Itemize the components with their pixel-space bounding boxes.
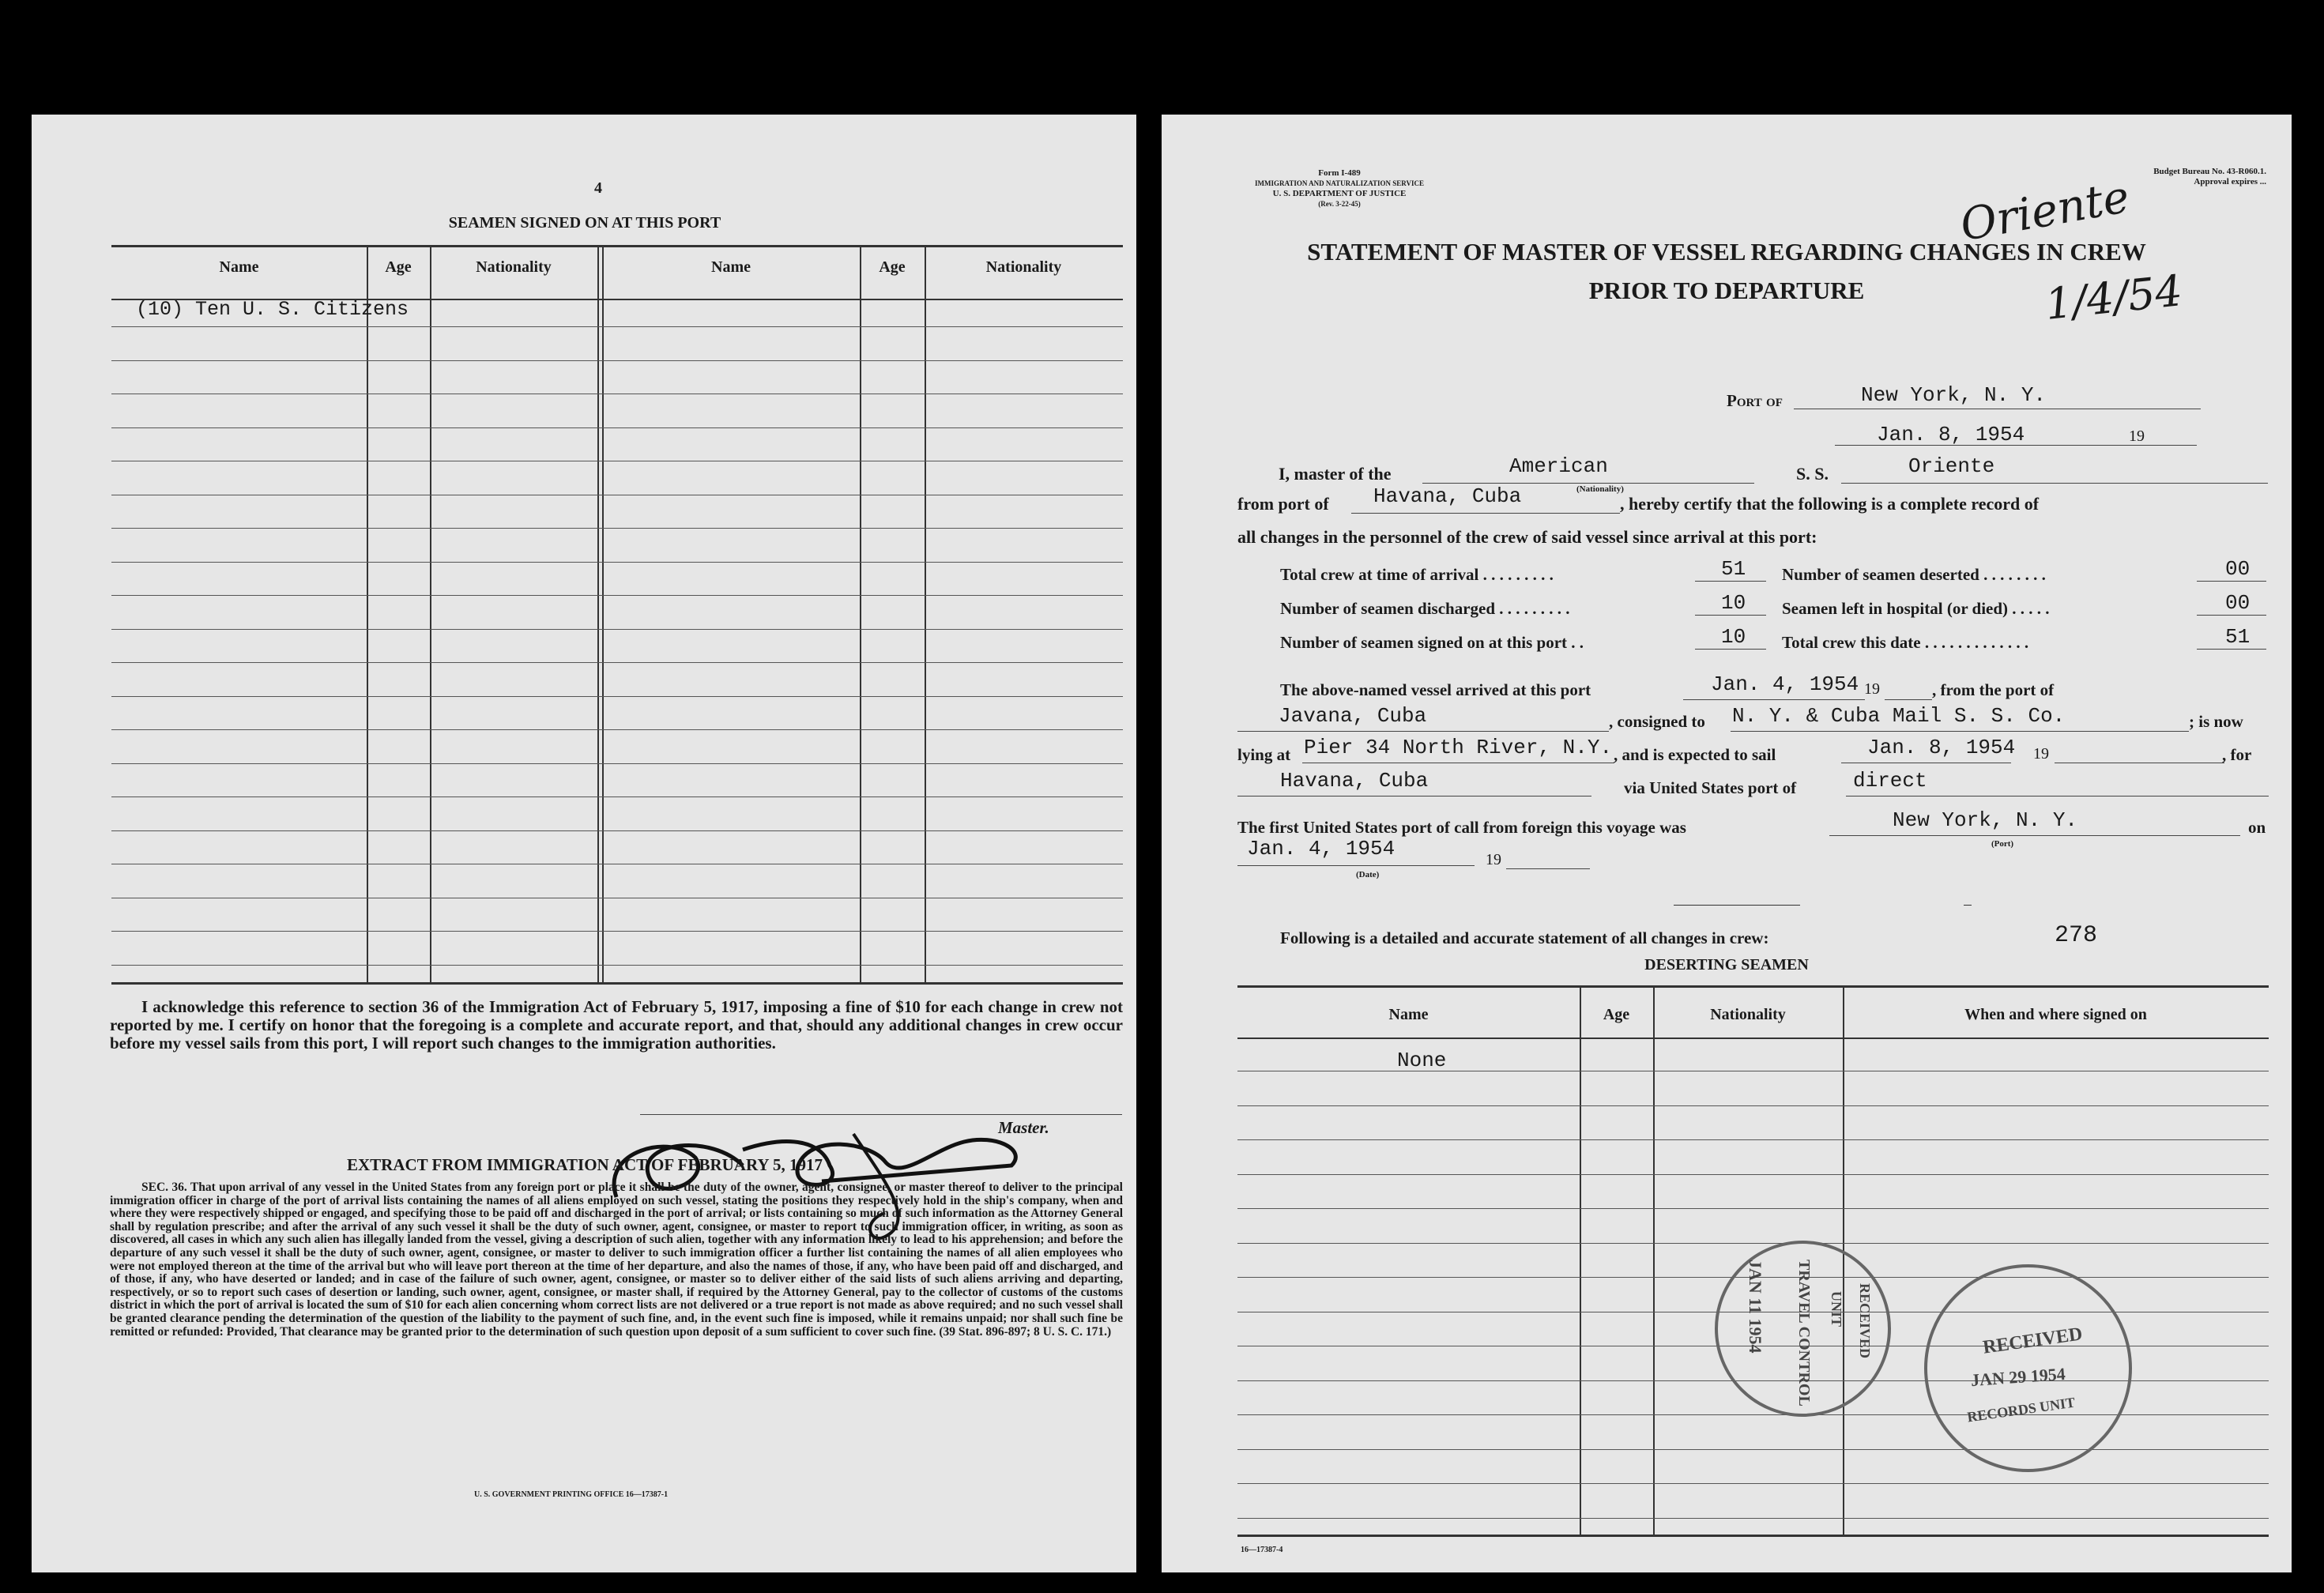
year-underline — [1885, 699, 1932, 700]
nationality-caption: (Nationality) — [1576, 484, 1624, 494]
stat-label-signed-on: Number of seamen signed on at this port . . — [1280, 633, 1584, 652]
left-page — [32, 115, 1136, 1572]
table-row-line — [111, 326, 1123, 327]
table-row-line — [111, 629, 1123, 630]
table-row-line — [1237, 1208, 2269, 1209]
column-header-age: Age — [879, 258, 906, 276]
column-header-nationality: Nationality — [476, 258, 552, 276]
section-36-text: SEC. 36. That upon arrival of any vessel in the United States from any foreign port or place it shall be the duty of the owner, agent, consignee, or master thereof to deliver to the principal immigration officer in charge of the port of arrival lists containing the names of all aliens employed on such vessel, stating the positions they respectively hold in the ship's company, when and where they were respectively shipped or engaged, and specifying those to be paid off and discharged in the port of arrival; or lists containing so much of such information as the Attorney General shall by regulation prescribe; and after the arrival of any such vessel it shall be the duty of such owner, agent, consignee, or master to report to such immigration officer, in writing, as soon as discovered, all cases in which any such alien has illegally landed from the vessel, giving a description of such alien, together with any information likely to lead to his apprehension; and before the departure of any such vessel it shall be the duty of such owner, agent, consignee, or master to deliver to such immigration officer a further list containing the names of all alien employees who were not employed thereon at the time of the arrival but who will leave port thereon at the time of her departure, and also the names of those, if any, who have been paid off and discharged, and of those, if any, who have deserted or landed; and in case of the failure of such owner, agent, consignee, or master so to deliver either of the said lists of such aliens arriving and departing, respectively, or so to report such cases of desertion or landing, such owner, agent, consignee, or master shall, if required by the Attorney General, pay to the collector of customs of the customs district in which the port of arrival is located the sum of $10 for each alien concerning whom correct lists are not delivered or a true report is not made as above required; and no such vessel shall be granted clearance pending the determination of the question of the liability to the payment of such fine, and, in the event such fine is imposed, while it remains unpaid; nor shall such fine be remitted or refunded: Provided, That clearance may be granted prior to the determination of such question upon deposit of a sum sufficient to cover such fine. (39 Stat. 896-897; 8 U. S. C. 171.) — [110, 1181, 1123, 1339]
certify-text: , hereby certify that the following is a complete record of — [1620, 494, 2040, 514]
table-row-line — [111, 830, 1123, 831]
stat-value-total-date: 51 — [2225, 625, 2251, 649]
form-title-line2: PRIOR TO DEPARTURE — [1588, 277, 1865, 304]
stamp-unit-name: TRAVEL CONTROL — [1795, 1260, 1813, 1407]
sail-year-prefix: 19 — [2033, 745, 2049, 763]
column-header-nationality: Nationality — [1710, 1006, 1786, 1023]
stat-value-hospital: 00 — [2225, 591, 2251, 615]
table-row-line — [1237, 1139, 2269, 1140]
acknowledgment-text: I acknowledge this reference to section 36 of the Immigration Act of February 5, 1917, imposing a fine of $10 for each change in crew not reported by me. I certify on honor that the foregoing is a complete and accurate report, and that, should any additional changes in crew occur before my vessel sails from this port, I will report such changes to the immigration authorities. — [110, 997, 1123, 1053]
column-divider — [925, 245, 926, 984]
department-name: U. S. DEPARTMENT OF JUSTICE — [1272, 189, 1407, 198]
table-row-line — [111, 662, 1123, 663]
stamp-unit: UNIT — [1829, 1291, 1844, 1328]
sail-value: Jan. 8, 1954 — [1867, 736, 2016, 759]
arrived-from-underline — [1237, 731, 1609, 732]
ss-label: S. S. — [1796, 464, 1829, 484]
column-divider — [602, 245, 604, 984]
year-underline — [1506, 868, 1590, 869]
first-date-underline — [1237, 865, 1475, 866]
table-row-line — [111, 427, 1123, 428]
table-row-line — [111, 528, 1123, 529]
from-port-underline — [1351, 513, 1620, 514]
deserting-row-name: None — [1397, 1049, 1447, 1072]
lying-label: lying at — [1237, 745, 1291, 764]
stat-label-total-arrival: Total crew at time of arrival . . . . . . . . . — [1280, 565, 1554, 584]
handwritten-vessel-name: Oriente — [1956, 171, 2134, 252]
nationality-value: American — [1509, 454, 1608, 478]
stat-underline — [1695, 615, 1766, 616]
column-header-name: Name — [711, 258, 751, 276]
travel-control-stamp — [1715, 1241, 1891, 1417]
is-now-label: ; is now — [2189, 712, 2243, 731]
first-date-year-prefix: 19 — [1486, 851, 1501, 868]
stat-value-signed-on: 10 — [1721, 625, 1746, 649]
port-caption: (Port) — [1991, 839, 2014, 849]
table-row-line — [111, 965, 1123, 966]
footer-code: 16—17387-4 — [1241, 1546, 1283, 1554]
stat-underline — [1695, 581, 1766, 582]
stat-label-deserted: Number of seamen deserted . . . . . . . . — [1782, 565, 2046, 584]
table-row-line — [1237, 1483, 2269, 1484]
deserting-table-top — [1237, 985, 2269, 988]
vessel-value: Oriente — [1908, 454, 1995, 478]
extract-title: EXTRACT FROM IMMIGRATION ACT OF FEBRUARY 5, 1917 — [346, 1155, 823, 1174]
table-row-line — [111, 696, 1123, 697]
stamp-date: JAN 11 1954 — [1746, 1260, 1765, 1354]
lying-value: Pier 34 North River, N.Y. — [1304, 736, 1613, 759]
for-label: , for — [2222, 745, 2252, 764]
table-row-line — [111, 595, 1123, 596]
section-title: SEAMEN SIGNED ON AT THIS PORT — [448, 214, 721, 232]
date-caption: (Date) — [1356, 870, 1380, 879]
master-label: Master. — [998, 1118, 1049, 1137]
master-prefix: I, master of the — [1279, 464, 1392, 484]
column-divider — [367, 245, 368, 984]
stat-value-deserted: 00 — [2225, 557, 2251, 581]
table-row-line — [111, 796, 1123, 797]
stat-label-total-date: Total crew this date . . . . . . . . . . . . . — [1782, 633, 2029, 652]
stat-underline — [2197, 649, 2266, 650]
table-row-line — [111, 931, 1123, 932]
year-prefix: 19 — [2129, 427, 2145, 445]
consigned-value: N. Y. & Cuba Mail S. S. Co. — [1732, 704, 2066, 728]
page-number: 4 — [594, 179, 602, 197]
agency-name: IMMIGRATION AND NATURALIZATION SERVICE — [1255, 179, 1424, 187]
all-changes-text: all changes in the personnel of the crew of said vessel since arrival at this port: — [1237, 527, 1817, 547]
column-header-when-where: When and where signed on — [1964, 1006, 2147, 1023]
from-port-value: Havana, Cuba — [1373, 484, 1522, 508]
printing-office-note: U. S. GOVERNMENT PRINTING OFFICE 16—17387-1 — [474, 1490, 669, 1499]
form-number-block — [1241, 168, 1438, 209]
column-header-name: Name — [1388, 1006, 1429, 1023]
budget-bureau-number: Budget Bureau No. 43-R060.1. — [2153, 167, 2266, 176]
destination-value: Havana, Cuba — [1280, 769, 1429, 793]
form-title-line1: STATEMENT OF MASTER OF VESSEL REGARDING CHANGES IN CREW — [1307, 238, 2146, 266]
via-value: direct — [1853, 769, 1927, 793]
column-header-nationality: Nationality — [985, 258, 1062, 276]
stamp-unit-name: RECORDS UNIT — [1966, 1394, 2077, 1425]
table-row-line — [111, 562, 1123, 563]
stat-underline — [2197, 615, 2266, 616]
table-row-line — [111, 763, 1123, 764]
right-page — [1162, 115, 2292, 1572]
table-row-line — [1237, 1105, 2269, 1106]
from-the-port-label: , from the port of — [1932, 680, 2055, 699]
from-port-label: from port of — [1237, 494, 1329, 514]
stat-value-discharged: 10 — [1721, 591, 1746, 615]
stamp-received: RECEIVED — [1981, 1324, 2084, 1358]
table-bottom-border — [111, 982, 1123, 985]
arrived-label: The above-named vessel arrived at this port — [1280, 680, 1591, 699]
table-row-line — [111, 729, 1123, 730]
table-row-line — [1237, 1174, 2269, 1175]
stat-underline — [1695, 649, 1766, 650]
short-divider — [1964, 905, 1972, 906]
table-row-line — [1237, 1243, 2269, 1244]
first-port-underline — [1829, 835, 2240, 836]
column-header-age: Age — [1603, 1006, 1630, 1023]
arrived-value: Jan. 4, 1954 — [1711, 672, 1859, 696]
year-underline — [2149, 445, 2197, 446]
first-date-value: Jan. 4, 1954 — [1247, 837, 1396, 861]
stat-value-total-arrival: 51 — [1721, 557, 1746, 581]
records-unit-stamp — [1924, 1264, 2132, 1472]
change-count-value: 278 — [2055, 922, 2098, 949]
short-divider — [1674, 905, 1800, 906]
arrived-year-prefix: 19 — [1864, 680, 1880, 698]
table-row-name: (10) Ten U. S. Citizens — [136, 298, 409, 321]
column-divider — [430, 245, 431, 984]
vessel-underline — [1841, 483, 2268, 484]
stamp-received: RECEIVED — [1857, 1283, 1873, 1359]
column-header-age: Age — [385, 258, 412, 276]
arrived-underline — [1683, 699, 1865, 700]
handwritten-date: 1/4/54 — [2043, 266, 2185, 330]
table-top-border — [111, 245, 1123, 247]
nationality-underline — [1422, 483, 1754, 484]
consigned-underline — [1731, 731, 2189, 732]
column-header-name: Name — [219, 258, 259, 276]
on-label: on — [2248, 818, 2266, 837]
signature-line — [640, 1114, 1122, 1115]
arrived-from-value: Javana, Cuba — [1279, 704, 1427, 728]
column-divider — [597, 245, 599, 984]
first-port-label: The first United States port of call from foreign this voyage was — [1237, 818, 1686, 837]
via-label: via United States port of — [1624, 778, 1797, 797]
deserting-title: DESERTING SEAMEN — [1644, 956, 1809, 974]
table-row-line — [1237, 1518, 2269, 1519]
table-row-line — [1237, 1449, 2269, 1450]
column-divider — [860, 245, 861, 984]
stamp-date: JAN 29 1954 — [1970, 1363, 2066, 1391]
revision-date: (Rev. 3-22-45) — [1318, 200, 1361, 208]
port-value: New York, N. Y. — [1861, 383, 2047, 407]
consigned-label: , consigned to — [1609, 712, 1705, 731]
first-port-value: New York, N. Y. — [1893, 808, 2078, 832]
expected-label: , and is expected to sail — [1614, 745, 1776, 764]
date-value: Jan. 8, 1954 — [1877, 423, 2025, 446]
port-label: Port of — [1727, 391, 1783, 410]
approval-note: Approval expires ... — [2194, 177, 2266, 186]
following-label: Following is a detailed and accurate statement of all changes in crew: — [1280, 928, 1769, 947]
column-divider — [1653, 985, 1655, 1535]
deserting-table-bottom — [1237, 1535, 2269, 1537]
stat-label-discharged: Number of seamen discharged . . . . . . . . . — [1280, 599, 1570, 618]
column-divider — [1580, 985, 1581, 1535]
stat-label-hospital: Seamen left in hospital (or died) . . . . . — [1782, 599, 2050, 618]
form-number: Form I-489 — [1318, 168, 1361, 178]
stat-underline — [2197, 581, 2266, 582]
table-row-line — [111, 360, 1123, 361]
deserting-table-header-border — [1237, 1038, 2269, 1039]
